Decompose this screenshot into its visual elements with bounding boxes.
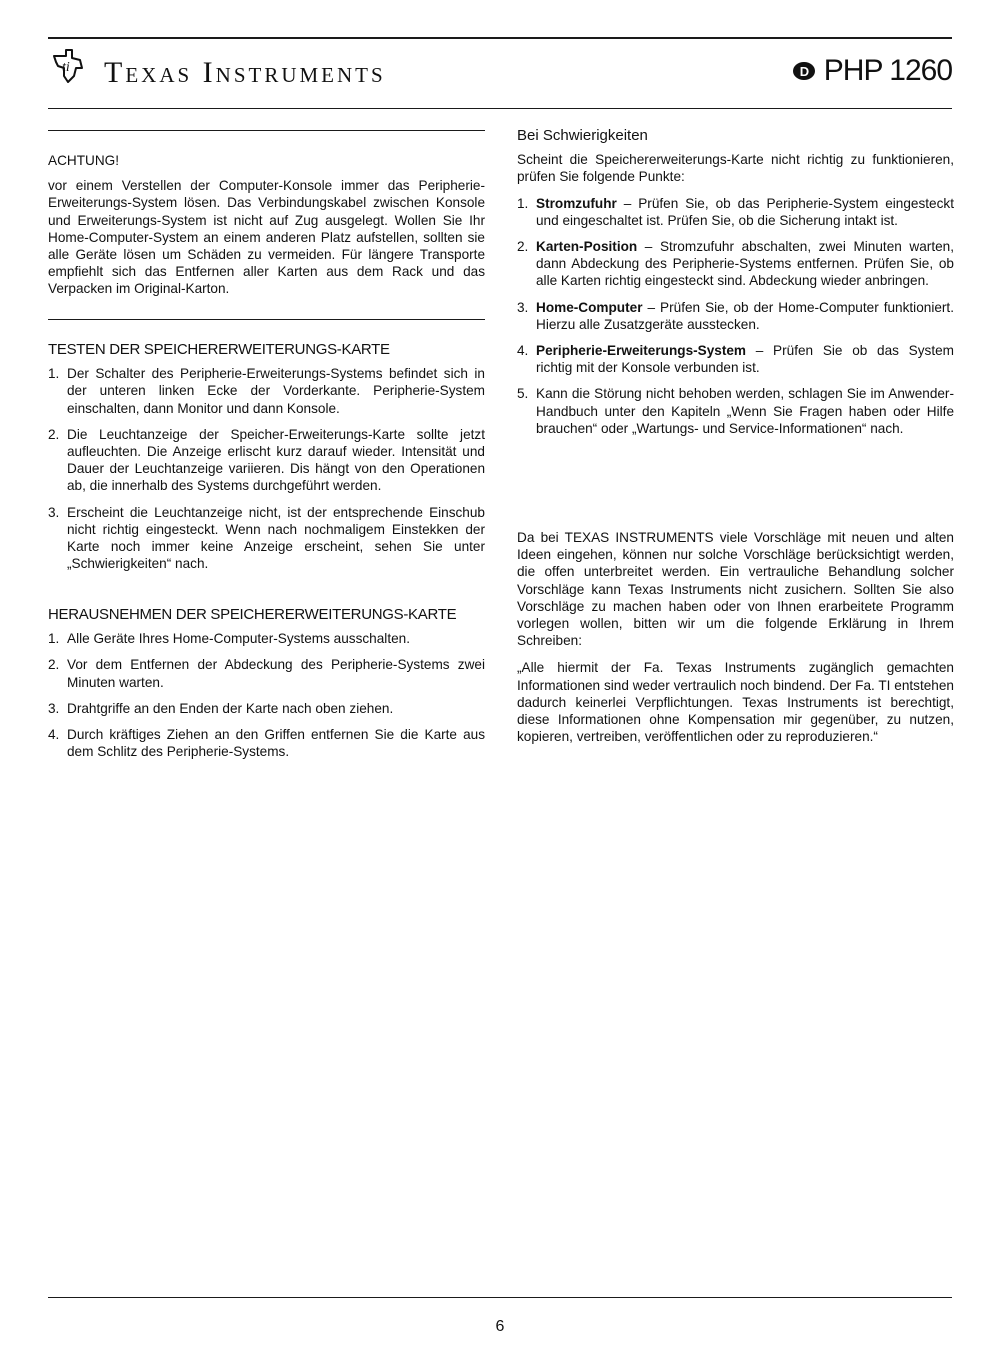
page-number: 6 [495,1318,505,1335]
suggestions-text: Da bei TEXAS INSTRUMENTS viele Vorschläge mit neuen und alten Ideen eingehen, können nur solche Vorschläge berücksichtigt werden, die offen unterbreitet werden. Ein vertrauliche Behandlung solcher Vorschläge kann Texas Instruments nicht zusichern. Sollten Sie also Vorschläge zu machen haben oder von Ihnen erarbeitete Programm vorlegen wollen, bitten wir um die folgende Erklärung in Ihrem Schreiben: [517,530,954,649]
suggestions-quote: „Alle hiermit der Fa. Texas Instruments zugänglich gemachten Informationen sind weder vertraulich noch bindend. Der Fa. TI entstehen dadurch keinerlei Verpflichtungen. Texas Instruments ist berechtigt, diese Informationen ohne Kompensation mir gegenüber, zu nutzen, kopieren, vertreiben, veröffentlichen oder zu reproduzieren.“ [517,660,954,745]
list-item [48,656,485,690]
model-label [792,54,952,88]
header-top-rule [48,37,952,39]
item-number: 1. [48,631,60,647]
list-item [48,726,485,760]
item-number: 3. [517,299,529,315]
list-item [517,195,954,229]
item-number: 3. [48,504,60,520]
item-text: Drahtgriffe an den Enden der Karte nach oben ziehen. [67,700,394,716]
list-item [48,700,485,717]
item-keyword: Peripherie-Erweiterungs-System [536,343,747,359]
list-item [517,385,954,437]
testing-section [48,341,485,581]
item-number: 3. [48,700,60,716]
list-item [517,342,954,376]
item-number: 5. [517,386,529,402]
model-number: PHP 1260 [823,54,952,87]
testing-list [48,365,485,572]
item-number: 4. [48,727,60,743]
header-bottom-rule [48,108,952,109]
ti-logo-icon [48,46,88,86]
item-text: Erscheint die Leuchtanzeige nicht, ist der entsprechende Einschub nicht richtig eingesteckt. Wenn nach nochmaligem Einstekken der Karte noch immer keine Anzeige erscheint, sehen Sie unter „Schwierigkeiten“ nach. [67,504,485,572]
item-text: Kann die Störung nicht behoben werden, schlagen Sie im Anwender-Handbuch unter den Kapiteln „Wenn Sie Fragen haben oder Hilfe brauchen“ oder „Wartungs- und Service-Informationen“ nach. [536,386,954,436]
item-keyword: Karten-Position [536,239,638,255]
brand-name: Texas Instruments [104,56,386,89]
item-text: Die Leuchtanzeige der Speicher-Erweiterungs-Karte sollte jetzt aufleuchten. Die Anzeige erlischt kurz darauf wieder. Intensität und Dauer der Leuchtanzeige variieren. Dis hängt von den Operationen ab, die innerhalb des Systems durchgeführt werden. [67,426,485,494]
list-item [48,426,485,495]
item-text: – Prüfen Sie, ob das Peripherie-System eingesteckt und eingeschaltet ist. Prüfen Sie, ob die Sicherung intakt ist. [536,195,954,228]
item-text: – Prüfen Sie ob das System richtig mit der Konsole verbunden ist. [536,343,954,376]
svg-text:ti: ti [62,60,70,75]
svg-text:D: D [799,64,808,79]
item-number: 2. [48,426,60,442]
removal-list [48,630,485,760]
warning-top-rule [48,130,485,131]
item-text: Alle Geräte Ihres Home-Computer-Systems ausschalten. [67,631,410,647]
suggestions-section [517,529,954,745]
item-number: 2. [517,239,529,255]
item-text: – Stromzufuhr abschalten, zwei Minuten warten, dann Abdeckung des Peripherie-Systems entfernen. Prüfen Sie, ob alle Karten richtig eingesteckt sind. Abdeckung wieder anbringen. [536,239,954,289]
troubleshooting-intro: Scheint die Speichererweiterungs-Karte nicht richtig zu funktionieren, prüfen Sie folgende Punkte: [517,152,954,185]
warning-text: vor einem Verstellen der Computer-Konsole immer das Peripherie-Erweiterungs-System lösen. Das Verbindungskabel zwischen Konsole und Erweiterungs-System ist nicht auf Zug ausgelegt. Wollen Sie Ihr Home-Computer-System an einem anderen Platz aufstellen, sollten sie alle Geräte lösen um Schäden zu vermeiden. Für längere Transporte empfiehlt sich das Entfernen aller Karten aus dem Rack und das Verpacken im Original-Karton. [48,178,485,297]
warning-title: ACHTUNG! [48,153,119,168]
troubleshooting-title: Bei Schwierigkeiten [517,127,648,144]
item-text: Vor dem Entfernen der Abdeckung des Peripherie-Systems zwei Minuten warten. [67,657,485,690]
removal-section [48,606,485,769]
list-item [48,630,485,647]
item-number: 4. [517,343,529,359]
item-text: Der Schalter des Peripherie-Erweiterungs-Systems befindet sich in der unteren linken Ecke der Vorderkante. Peripherie-System einschalten, dann Monitor und dann Konsole. [67,366,485,416]
item-number: 1. [48,366,60,382]
item-number: 2. [48,657,60,673]
list-item [517,299,954,333]
list-item [48,365,485,417]
item-text: Durch kräftiges Ziehen an den Griffen entfernen Sie die Karte aus dem Schlitz des Peripherie-Systems. [67,727,485,760]
list-item [48,504,485,573]
item-text: – Prüfen Sie, ob der Home-Computer funktioniert. Hierzu alle Zusatzgeräte ausstecken. [536,299,954,332]
troubleshooting-section [517,127,954,446]
removal-title: HERAUSNEHMEN DER SPEICHERERWEITERUNGS-KARTE [48,606,457,623]
warning-block [48,152,485,298]
country-d-icon [792,61,816,81]
testing-title: TESTEN DER SPEICHERERWEITERUNGS-KARTE [48,341,390,358]
footer-rule [48,1297,952,1298]
item-keyword: Home-Computer [536,299,643,315]
testing-top-rule [48,319,485,320]
item-keyword: Stromzufuhr [536,195,617,211]
item-number: 1. [517,195,529,211]
list-item [517,238,954,290]
troubleshooting-list [517,195,954,437]
